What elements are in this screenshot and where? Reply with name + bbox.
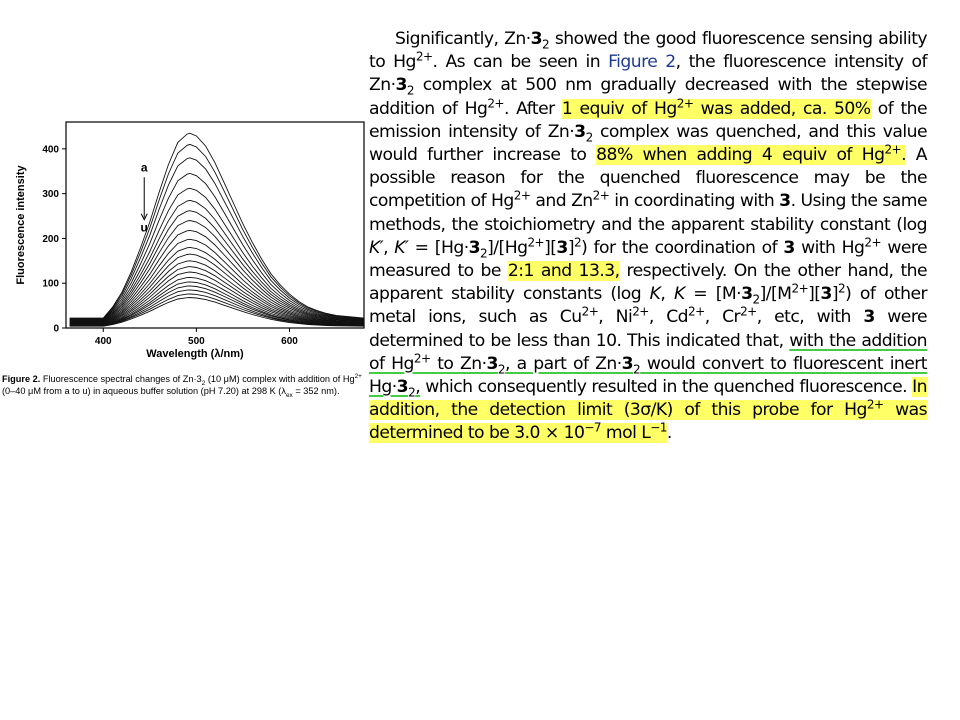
x-tick-label: 500: [188, 336, 205, 347]
highlight-88-percent: 88% when adding 4 equiv of $Hg^{2+}$.: [596, 142, 907, 166]
x-tick-label: 600: [281, 336, 298, 347]
y-axis-label: Fluorescence intensity: [15, 165, 27, 285]
figure-2: [0, 118, 368, 418]
figure-2-link[interactable]: Figure 2: [608, 52, 676, 73]
spectrum-curve: [70, 144, 364, 318]
annotation-u: u: [140, 220, 148, 235]
spectrum-curve: [70, 133, 364, 318]
y-tick-label: 100: [42, 278, 59, 290]
plot-frame: [66, 122, 364, 328]
x-axis-label: Wavelength (λ/nm): [146, 348, 244, 360]
highlight-detection-limit: In addition, the detection limit (3σ/K) of this probe for $Hg^{2+}$ was determined to be $3.0 \times 10^{-7}$ mol $L^{-1}$: [369, 377, 927, 444]
caption-label: Figure 2.: [2, 374, 41, 384]
figure-caption: Figure 2. Fluorescence spectral changes of $Zn\cdot 3_2$ (10 μM) complex with addition of $Hg^{2+}$ (0–40 μM from a to u) in aqueous buffer solution (pH 7.20) at 298 K ($\lambda_{ex} = 352$ nm).: [2, 372, 362, 399]
underline-conversion: with the addition of $Hg^{2+}$ to $Zn\cdot 3_2$, a part of $Zn\cdot 3_2$ would convert to fluorescent inert $Hg\cdot 3_2$,: [369, 330, 927, 400]
body-paragraph: Significantly, $Zn\cdot 3_2$ showed the good fluorescence sensing ability to $Hg^{2+}$. As can be seen in Figure 2, the fluorescence intensity of $Zn\cdot 3_2$ complex at 500 nm gradually decreased with the stepwise addition of $Hg^{2+}$. After 1 equiv of $Hg^{2+}$ was added, ca. 50% of the emission intensity of $Zn\cdot 3_2$ complex was quenched, and this value would further increase to 88% when adding 4 equiv of $Hg^{2+}$. A possible reason for the quenched fluorescence may be the competition of $Hg^{2+}$ and $Zn^{2+}$ in coordinating with 3. Using the same methods, the stoichiometry and the apparent stability constant (log K′, $K' = [Hg\cdot 3_2]/[Hg^{2+}][3]^2$) for the coordination of 3 with $Hg^{2+}$ were measured to be 2:1 and 13.3, respectively. On the other hand, the apparent stability constants (log K, $K = [M\cdot 3_2]/[M^{2+}][3]^2$) of other metal ions, such as $Cu^{2+}$, $Ni^{2+}$, $Cd^{2+}$, $Cr^{2+}$, etc, with 3 were determined to be less than 10. This indicated that, with the addition of $Hg^{2+}$ to $Zn\cdot 3_2$, a part of $Zn\cdot 3_2$ would convert to fluorescent inert $Hg\cdot 3_2$, which consequently resulted in the quenched fluorescence. In addition, the detection limit (3σ/K) of this probe for $Hg^{2+}$ was determined to be $3.0 \times 10^{-7}$ mol $L^{-1}$.: [369, 29, 928, 444]
highlight-ratio: 2:1 and 13.3,: [507, 261, 620, 282]
x-tick-label: 400: [94, 336, 112, 347]
fluorescence-chart: [0, 118, 368, 368]
y-tick-label: 0: [53, 323, 59, 335]
y-tick-label: 300: [42, 189, 59, 201]
highlight-50-percent: 1 equiv of $Hg^{2+}$ was added, ca. 50%: [561, 95, 871, 119]
annotation-a: a: [140, 160, 148, 175]
y-tick-label: 200: [42, 233, 59, 245]
y-tick-label: 400: [42, 144, 59, 156]
